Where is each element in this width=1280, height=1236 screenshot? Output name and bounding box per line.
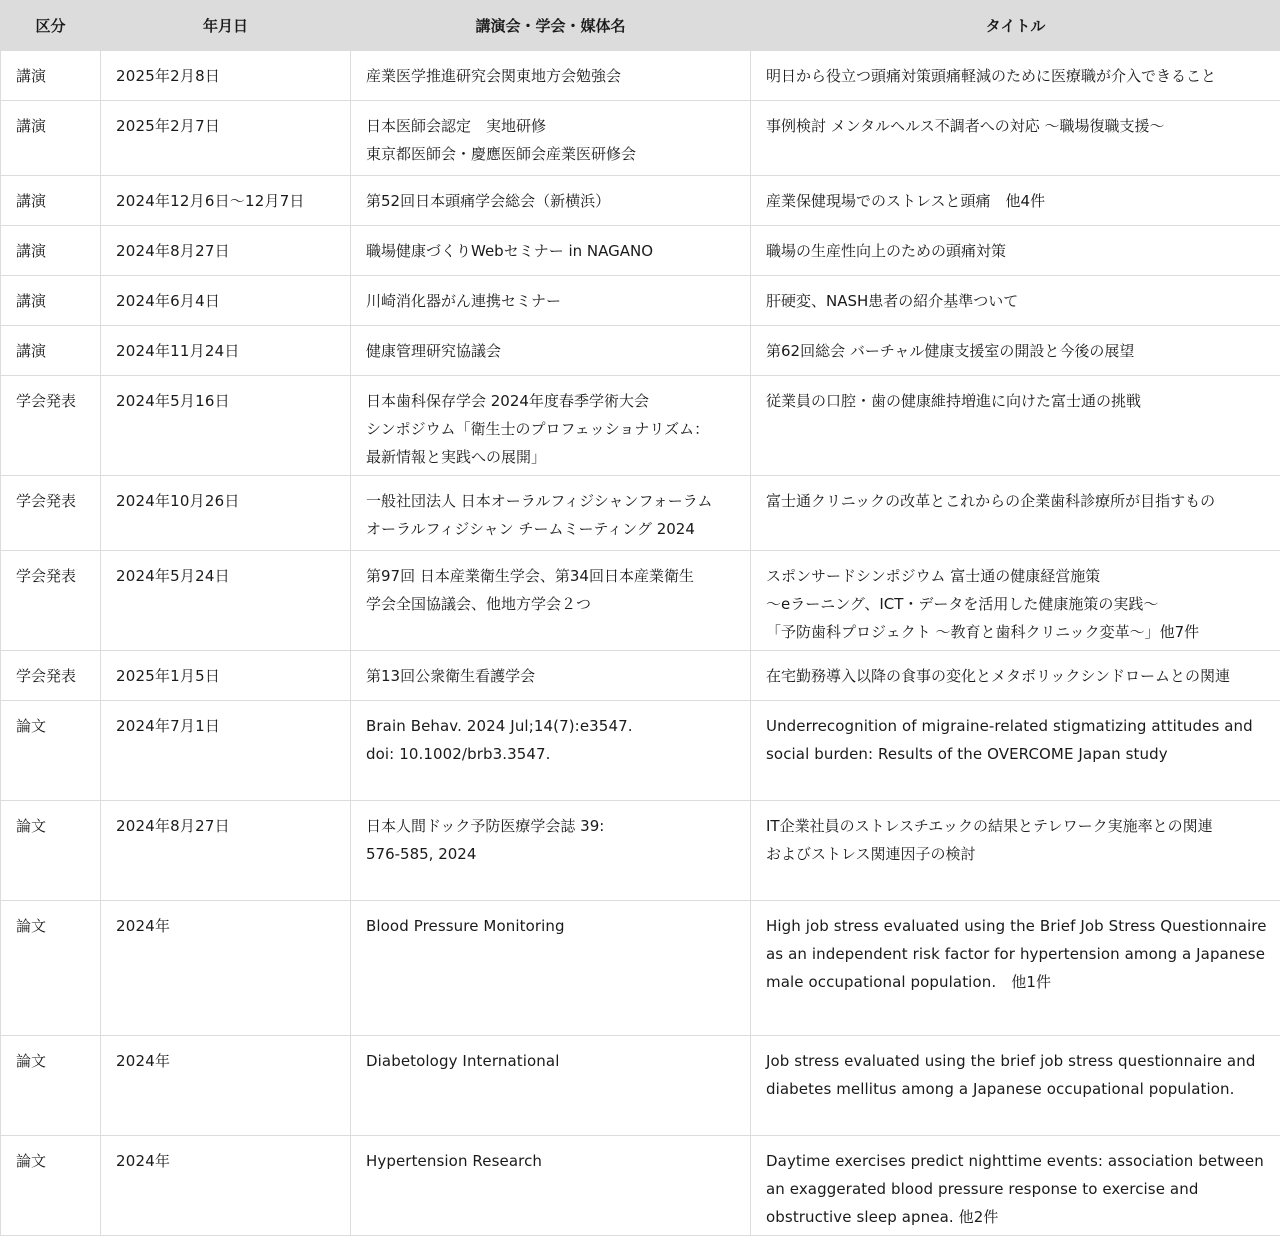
- table-row: [1, 176, 1280, 226]
- cell-venue: 日本医師会認定 実地研修 東京都医師会・慶應医師会産業医研修会: [351, 101, 751, 176]
- cell-category: 論文: [1, 901, 101, 1036]
- cell-category: 講演: [1, 176, 101, 226]
- cell-title: 富士通クリニックの改革とこれからの企業歯科診療所が目指すもの: [751, 476, 1280, 551]
- cell-title: Job stress evaluated using the brief job stress questionnaire and diabetes mellitus among a Japanese occupational population.: [751, 1036, 1280, 1136]
- cell-category: 論文: [1, 701, 101, 801]
- cell-venue: 産業医学推進研究会関東地方会勉強会: [351, 51, 751, 101]
- cell-date: 2024年5月16日: [101, 376, 351, 476]
- cell-category: 講演: [1, 326, 101, 376]
- cell-venue: 日本人間ドック予防医療学会誌 39: 576-585, 2024: [351, 801, 751, 901]
- table-row: [1, 551, 1280, 651]
- cell-title: 事例検討 メンタルヘルス不調者への対応 〜職場復職支援〜: [751, 101, 1280, 176]
- cell-venue: 健康管理研究協議会: [351, 326, 751, 376]
- header-row: [1, 1, 1280, 51]
- cell-venue: 第13回公衆衛生看護学会: [351, 651, 751, 701]
- cell-venue: 第52回日本頭痛学会総会（新横浜）: [351, 176, 751, 226]
- column-header-date: 年月日: [101, 1, 351, 51]
- cell-date: 2025年2月8日: [101, 51, 351, 101]
- cell-category: 講演: [1, 276, 101, 326]
- table-row: [1, 226, 1280, 276]
- cell-category: 講演: [1, 101, 101, 176]
- cell-date: 2024年10月26日: [101, 476, 351, 551]
- cell-title: 産業保健現場でのストレスと頭痛 他4件: [751, 176, 1280, 226]
- cell-title: High job stress evaluated using the Brief Job Stress Questionnaire as an independent risk factor for hypertension among a Japanese male occupational population. 他1件: [751, 901, 1280, 1036]
- cell-venue: Brain Behav. 2024 Jul;14(7):e3547. doi: 10.1002/brb3.3547.: [351, 701, 751, 801]
- table-row: [1, 651, 1280, 701]
- cell-date: 2024年11月24日: [101, 326, 351, 376]
- table-row: [1, 101, 1280, 176]
- table-row: [1, 376, 1280, 476]
- cell-title: Underrecognition of migraine-related stigmatizing attitudes and social burden: Results of the OVERCOME Japan study: [751, 701, 1280, 801]
- table-row: [1, 1136, 1280, 1236]
- cell-date: 2024年8月27日: [101, 801, 351, 901]
- cell-venue: Diabetology International: [351, 1036, 751, 1136]
- cell-date: 2024年: [101, 901, 351, 1036]
- cell-date: 2024年8月27日: [101, 226, 351, 276]
- column-header-title: タイトル: [751, 1, 1280, 51]
- cell-venue: 職場健康づくりWebセミナー in NAGANO: [351, 226, 751, 276]
- cell-category: 論文: [1, 801, 101, 901]
- cell-date: 2024年12月6日〜12月7日: [101, 176, 351, 226]
- cell-category: 学会発表: [1, 476, 101, 551]
- cell-category: 学会発表: [1, 376, 101, 476]
- cell-title: 明日から役立つ頭痛対策頭痛軽減のために医療職が介入できること: [751, 51, 1280, 101]
- cell-venue: 日本歯科保存学会 2024年度春季学術大会 シンポジウム「衛生士のプロフェッショナリズム： 最新情報と実践への展開」: [351, 376, 751, 476]
- cell-venue: Hypertension Research: [351, 1136, 751, 1236]
- cell-date: 2024年6月4日: [101, 276, 351, 326]
- cell-date: 2025年2月7日: [101, 101, 351, 176]
- cell-category: 論文: [1, 1036, 101, 1136]
- cell-venue: Blood Pressure Monitoring: [351, 901, 751, 1036]
- table-row: [1, 701, 1280, 801]
- cell-venue: 第97回 日本産業衛生学会、第34回日本産業衛生 学会全国協議会、他地方学会２つ: [351, 551, 751, 651]
- cell-category: 学会発表: [1, 651, 101, 701]
- table-row: [1, 326, 1280, 376]
- cell-date: 2024年: [101, 1136, 351, 1236]
- cell-title: IT企業社員のストレスチエックの結果とテレワーク実施率との関連 およびストレス関連因子の検討: [751, 801, 1280, 901]
- cell-title: 職場の生産性向上のための頭痛対策: [751, 226, 1280, 276]
- cell-title: 肝硬変、NASH患者の紹介基準ついて: [751, 276, 1280, 326]
- cell-title: Daytime exercises predict nighttime events: association between an exaggerated blood pressure response to exercise and obstructive sleep apnea. 他2件: [751, 1136, 1280, 1236]
- cell-title: 従業員の口腔・歯の健康維持増進に向けた富士通の挑戦: [751, 376, 1280, 476]
- cell-category: 論文: [1, 1136, 101, 1236]
- table-row: [1, 476, 1280, 551]
- cell-title: 在宅勤務導入以降の食事の変化とメタボリックシンドロームとの関連: [751, 651, 1280, 701]
- column-header-category: 区分: [1, 1, 101, 51]
- cell-title: スポンサードシンポジウム 富士通の健康経営施策 〜eラーニング、ICT・データを活用した健康施策の実践〜 「予防歯科プロジェクト 〜教育と歯科クリニック変革〜」他7件: [751, 551, 1280, 651]
- cell-title: 第62回総会 バーチャル健康支援室の開設と今後の展望: [751, 326, 1280, 376]
- cell-date: 2025年1月5日: [101, 651, 351, 701]
- table-row: [1, 51, 1280, 101]
- cell-venue: 一般社団法人 日本オーラルフィジシャンフォーラム オーラルフィジシャン チームミーティング 2024: [351, 476, 751, 551]
- cell-category: 講演: [1, 226, 101, 276]
- table-row: [1, 901, 1280, 1036]
- table-row: [1, 801, 1280, 901]
- table-row: [1, 1036, 1280, 1136]
- cell-date: 2024年7月1日: [101, 701, 351, 801]
- cell-venue: 川崎消化器がん連携セミナー: [351, 276, 751, 326]
- cell-date: 2024年5月24日: [101, 551, 351, 651]
- cell-category: 学会発表: [1, 551, 101, 651]
- cell-category: 講演: [1, 51, 101, 101]
- cell-date: 2024年: [101, 1036, 351, 1136]
- table-row: [1, 276, 1280, 326]
- column-header-venue: 講演会・学会・媒体名: [351, 1, 751, 51]
